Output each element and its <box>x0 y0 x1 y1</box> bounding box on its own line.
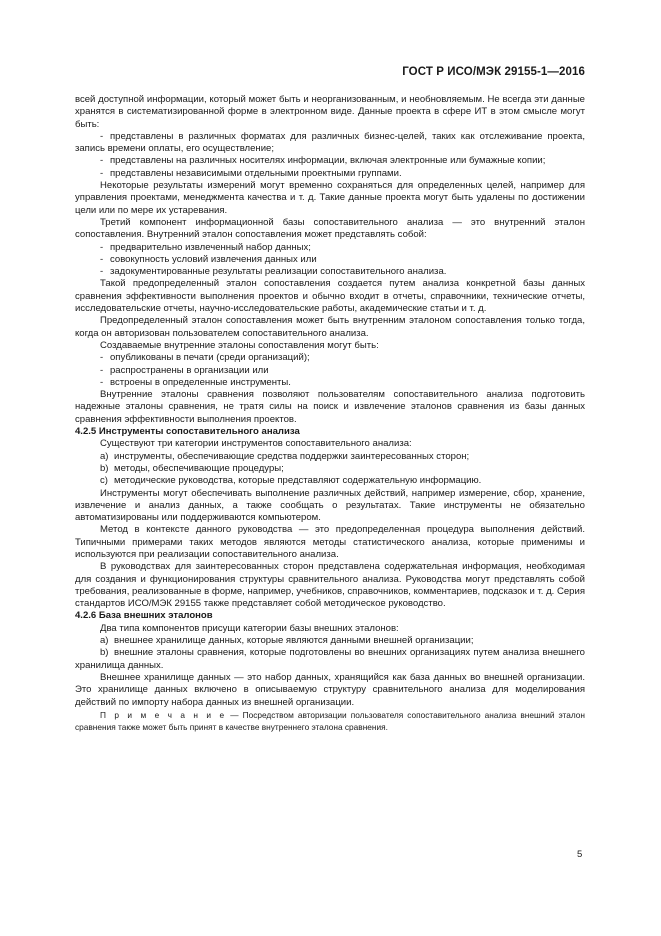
standard-header: ГОСТ Р ИСО/МЭК 29155-1—2016 <box>402 66 585 78</box>
section-heading-4-2-5: 4.2.5 Инструменты сопоставительного анализа <box>75 426 300 438</box>
list-item: - опубликованы в печати (среди организаций); <box>100 352 310 364</box>
paragraph: Некоторые результаты измерений могут временно сохраняться для определенных целей, например для управления проектами, менеджмента качества и т. д. Такие данные проекта могут быть удалены по достижении цели или по мере их устаревания. <box>75 180 585 216</box>
list-item: - представлены независимыми отдельными проектными группами. <box>100 167 402 179</box>
list-item: a) внешнее хранилище данных, которые являются данными внешней организации; <box>100 635 474 647</box>
paragraph: Такой предопределенный эталон сопоставления создается путем анализа конкретной базы данных сравнения эффективности выполнения проектов и обычно входит в отчеты, справочники, технические отчеты, исследовательские отчеты, научно-исследовательские работы, академические статьи и т. д. <box>75 278 585 315</box>
paragraph: Внутренние эталоны сравнения позволяют пользователям сопоставительного анализа подготовить надежные эталоны сравнения, не тратя силы на поиск и извлечение эталонов сравнения из базы данных сравнения эффективности выполнения проектов. <box>75 389 585 425</box>
document-body <box>75 94 585 733</box>
paragraph: Два типа компонентов присущи категории базы внешних эталонов: <box>100 622 399 634</box>
list-item: - встроены в определенные инструменты. <box>100 376 291 388</box>
list-item: a) инструменты, обеспечивающие средства поддержки заинтересованных сторон; <box>100 450 470 462</box>
paragraph: Существуют три категории инструментов сопоставительного анализа: <box>100 438 412 450</box>
page-number: 5 <box>577 849 583 860</box>
paragraph: Третий компонент информационной базы сопоставительного анализа — это внутренний эталон сопоставления. Внутренний эталон сопоставления может представлять собой: <box>75 216 585 241</box>
list-item: - представлены в различных форматах для различных бизнес-целей, таких как отслеживание проекта, запись времени оплаты, его осуществление; <box>75 130 585 155</box>
list-item: - распространены в организации или <box>100 364 269 376</box>
list-item: - представлены на различных носителях информации, включая электронные или бумажные копии; <box>100 155 546 167</box>
paragraph: В руководствах для заинтересованных сторон представлена содержательная информация, необходимая для создания и функционирования структуры сравнительного анализа. Руководства могут представлять собой требования, реализованные в форме, например, учебников, справочников, комментариев, подсказок и т. д. Серия стандартов ИСО/МЭК 29155 также представляет собой методическое руководство. <box>75 561 585 610</box>
list-item: b) методы, обеспечивающие процедуры; <box>100 462 284 474</box>
section-heading-4-2-6: 4.2.6 База внешних эталонов <box>75 610 213 622</box>
paragraph: Внешнее хранилище данных — это набор данных, хранящийся как база данных во внешней организации. Это хранилище данных включено в описываемую структуру сравнительного анализа для моделирования действий по импорту набора данных из внешней организации. <box>75 671 585 708</box>
list-item: - задокументированные результаты реализации сопоставительного анализа. <box>100 266 447 278</box>
paragraph: Метод в контексте данного руководства — это предопределенная процедура выполнения действий. Типичными примерами таких методов являются методы статистического анализа, которые применимы и используются при реализации сопоставительного анализа. <box>75 524 585 560</box>
list-item: - предварительно извлеченный набор данных; <box>100 241 311 253</box>
paragraph: Инструменты могут обеспечивать выполнение различных действий, например измерение, сбор, хранение, извлечение и анализ данных, а также сообщать о результатах. Такие инструменты не обязательно автоматизированы или поддерживаются компьютером. <box>75 487 585 524</box>
list-item: b) внешние эталоны сравнения, которые подготовлены во внешних организациях путем анализа внешнего хранилища данных. <box>75 647 585 671</box>
paragraph: Предопределенный эталон сопоставления может быть внутренним эталоном сопоставления только тогда, когда он авторизован пользователем сопоставительного анализа. <box>75 315 585 339</box>
note-label: П р и м е ч а н и е <box>100 709 227 720</box>
paragraph: всей доступной информации, который может быть и неорганизованным, и необновляемым. Не всегда эти данные хранятся в систематизированной форме в электронном виде. Данные проекта в сфере ИТ в этом смысле могут быть: <box>75 94 585 130</box>
note <box>75 709 585 733</box>
note-text: — Посредством авторизации пользователя сопоставительного анализа внешний эталон сравнения также может быть принят в качестве внутреннего эталона сравнения. <box>75 709 585 732</box>
list-item: c) методические руководства, которые представляют содержательную информацию. <box>100 475 482 487</box>
list-item: - совокупность условий извлечения данных или <box>100 253 317 265</box>
paragraph: Создаваемые внутренние эталоны сопоставления могут быть: <box>100 339 379 351</box>
